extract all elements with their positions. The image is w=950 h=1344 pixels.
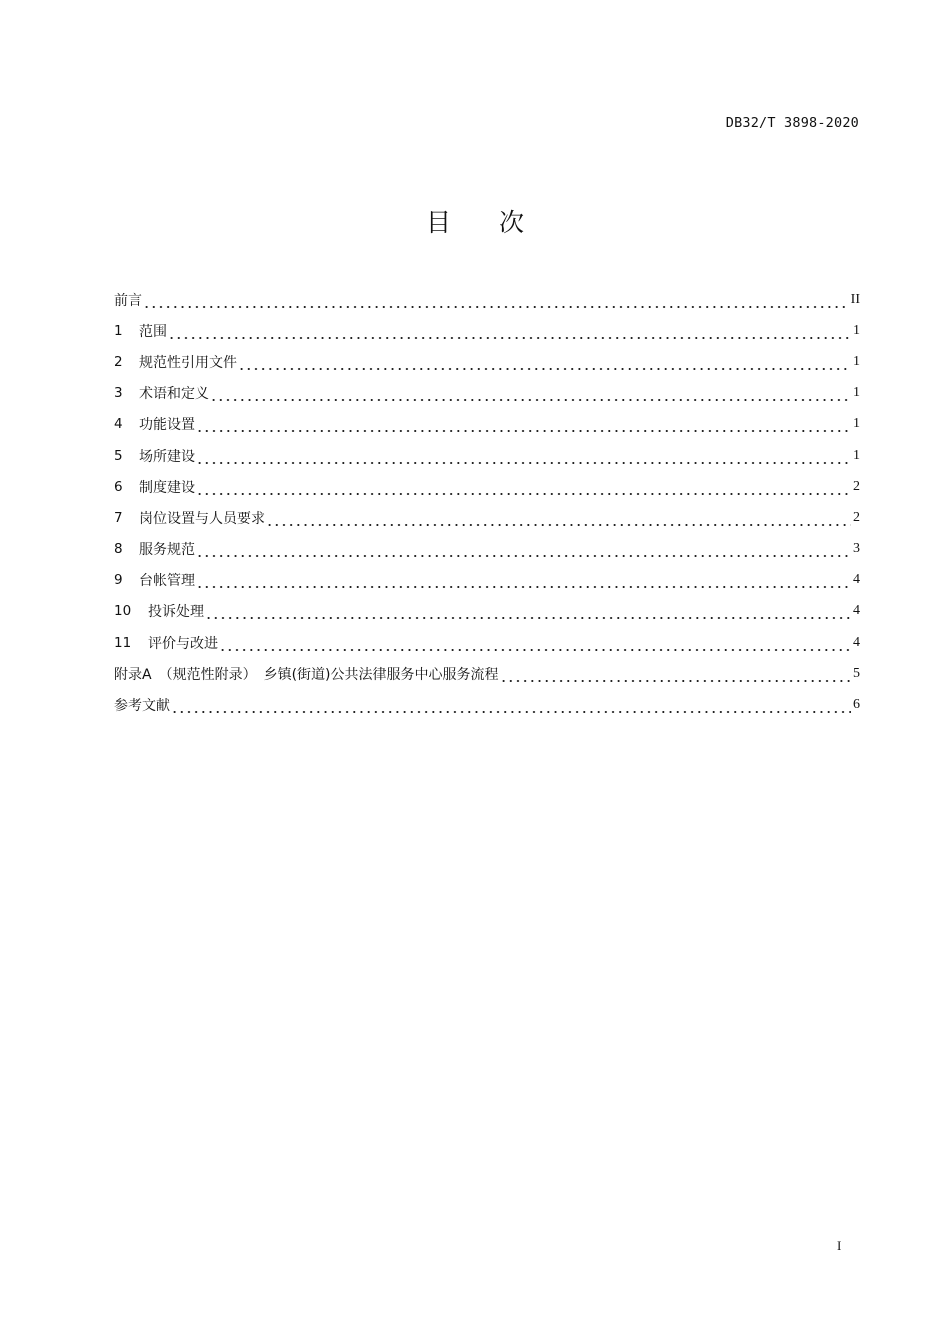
toc-entry-text: 服务规范 bbox=[139, 542, 195, 559]
toc-leader-dots bbox=[196, 420, 851, 434]
toc-entry-text: 岗位设置与人员要求 bbox=[139, 510, 265, 527]
toc-entry-page: 4 bbox=[853, 634, 860, 650]
title-char-1: 目 bbox=[425, 208, 451, 237]
toc-entry-1[interactable] bbox=[114, 315, 860, 346]
page-title bbox=[0, 203, 950, 239]
toc-entry-number: 2 bbox=[114, 353, 123, 370]
toc-entry-number: 7 bbox=[114, 509, 123, 526]
toc-leader-dots bbox=[196, 545, 851, 559]
toc-entry-3[interactable] bbox=[114, 378, 860, 409]
toc-entry-text: 术语和定义 bbox=[139, 386, 209, 403]
toc-entry-page: 6 bbox=[853, 697, 860, 713]
toc-entry-10[interactable] bbox=[114, 596, 860, 627]
toc-entry-bibliography[interactable] bbox=[114, 689, 860, 720]
toc-entry-number: 5 bbox=[114, 447, 123, 464]
toc-entry-text: 附录A （规范性附录） 乡镇(街道)公共法律服务中心服务流程 bbox=[114, 666, 499, 683]
toc-entry-number: 1 bbox=[114, 322, 123, 339]
toc-entry-text: 评价与改进 bbox=[148, 635, 218, 652]
toc-entry-text: 参考文献 bbox=[114, 698, 170, 715]
toc-entry-text: 台帐管理 bbox=[139, 573, 195, 590]
toc-entry-number: 6 bbox=[114, 478, 123, 495]
toc-entry-page: 5 bbox=[853, 665, 860, 681]
toc-entry-4[interactable] bbox=[114, 409, 860, 440]
toc-entry-number: 10 bbox=[114, 603, 132, 620]
toc-entry-page: 2 bbox=[853, 478, 860, 494]
toc-entry-page: 4 bbox=[853, 603, 860, 619]
toc-entry-5[interactable] bbox=[114, 440, 860, 471]
toc-entry-number: 3 bbox=[114, 385, 123, 402]
toc-leader-dots bbox=[238, 358, 851, 372]
toc-entry-number: 9 bbox=[114, 572, 123, 589]
page-number: I bbox=[837, 1238, 842, 1253]
toc-entry-2[interactable] bbox=[114, 346, 860, 377]
toc-entry-text: 范围 bbox=[139, 323, 167, 340]
toc-entry-page: 1 bbox=[853, 322, 860, 338]
toc-entry-6[interactable] bbox=[114, 471, 860, 502]
toc-leader-dots bbox=[171, 701, 851, 715]
toc-entry-page: 3 bbox=[853, 541, 860, 557]
toc-entry-page: 1 bbox=[853, 416, 860, 432]
toc-entry-text: 功能设置 bbox=[139, 417, 195, 434]
toc-leader-dots bbox=[196, 452, 851, 466]
toc-leader-dots bbox=[500, 670, 852, 684]
toc-leader-dots bbox=[196, 576, 851, 590]
toc-entry-text: 投诉处理 bbox=[148, 604, 204, 621]
toc-entry-11[interactable] bbox=[114, 627, 860, 658]
table-of-contents bbox=[114, 284, 860, 721]
toc-entry-page: 1 bbox=[853, 385, 860, 401]
toc-entry-8[interactable] bbox=[114, 534, 860, 565]
toc-entry-foreword[interactable] bbox=[114, 284, 860, 315]
toc-entry-text: 场所建设 bbox=[139, 448, 195, 465]
toc-entry-number: 11 bbox=[114, 634, 132, 651]
toc-entry-number: 4 bbox=[114, 416, 123, 433]
toc-entry-9[interactable] bbox=[114, 565, 860, 596]
toc-leader-dots bbox=[168, 327, 851, 341]
toc-entry-text: 规范性引用文件 bbox=[139, 354, 237, 371]
toc-entry-page: 2 bbox=[853, 509, 860, 525]
toc-entry-page: 1 bbox=[853, 447, 860, 463]
toc-entry-number: 8 bbox=[114, 541, 123, 558]
toc-entry-text: 前言 bbox=[114, 292, 142, 309]
toc-leader-dots bbox=[196, 483, 851, 497]
toc-entry-page: 1 bbox=[853, 353, 860, 369]
toc-leader-dots bbox=[219, 639, 851, 653]
toc-entry-page: II bbox=[850, 291, 860, 307]
toc-entry-appendix-a[interactable] bbox=[114, 658, 860, 689]
toc-leader-dots bbox=[210, 389, 851, 403]
toc-leader-dots bbox=[205, 607, 851, 621]
standard-code: DB32/T 3898-2020 bbox=[725, 115, 859, 131]
toc-entry-7[interactable] bbox=[114, 502, 860, 533]
title-char-2: 次 bbox=[499, 208, 525, 237]
toc-leader-dots bbox=[266, 514, 851, 528]
toc-entry-text: 制度建设 bbox=[139, 479, 195, 496]
toc-entry-page: 4 bbox=[853, 572, 860, 588]
toc-leader-dots bbox=[143, 296, 849, 310]
